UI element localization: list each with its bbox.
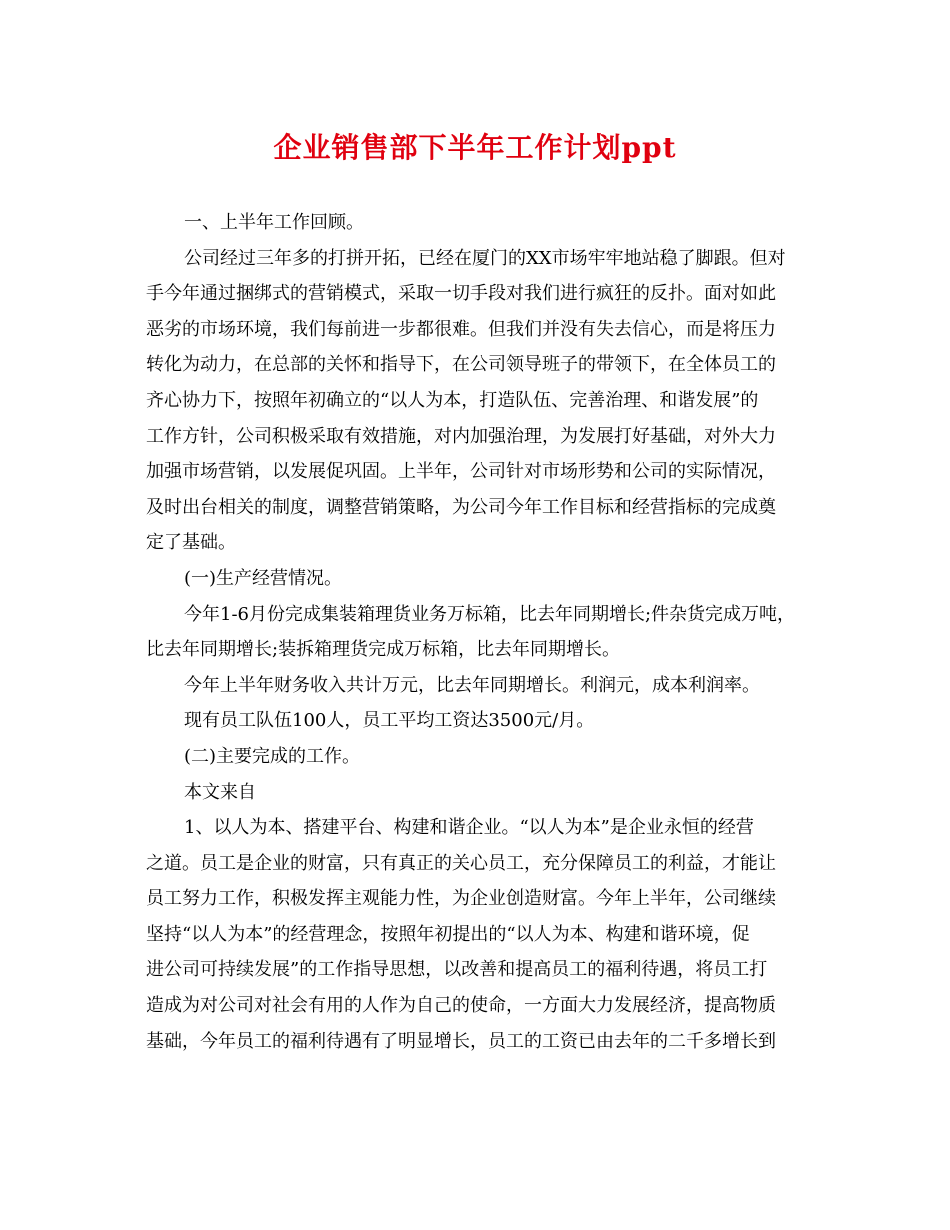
text-line: 坚持“以人为本”的经营理念，按照年初提出的“以人为本、构建和谐环境，促: [146, 923, 750, 945]
text-line: (一)生产经营情况。: [184, 567, 343, 589]
text-line: 现有员工队伍100人，员工平均工资达3500元/月。: [184, 710, 595, 732]
text-line: 本文来自: [184, 781, 256, 803]
text-line: 加强市场营销，以发展促巩固。上半年，公司针对市场形势和公司的实际情况，: [146, 461, 776, 483]
text-line: 及时出台相关的制度，调整营销策略，为公司今年工作目标和经营指标的完成奠: [146, 496, 776, 518]
text-line: 公司经过三年多的打拼开拓，已经在厦门的XX市场牢牢地站稳了脚跟。但对: [184, 247, 786, 269]
text-line: 转化为动力，在总部的关怀和指导下，在公司领导班子的带领下，在全体员工的: [146, 354, 776, 376]
text-line: 今年1-6月份完成集装箱理货业务万标箱，比去年同期增长;件杂货完成万吨，: [184, 603, 796, 625]
text-line: 恶劣的市场环境，我们每前进一步都很难。但我们并没有失去信心，而是将压力: [146, 318, 776, 340]
text-line: 基础，今年员工的福利待遇有了明显增长，员工的工资已由去年的二千多增长到: [146, 1030, 776, 1052]
text-line: 之道。员工是企业的财富，只有真正的关心员工，充分保障员工的利益，才能让: [146, 852, 776, 874]
text-line: 造成为对公司对社会有用的人作为自己的使命，一方面大力发展经济，提高物质: [146, 995, 776, 1017]
text-line: 进公司可持续发展”的工作指导思想，以改善和提高员工的福利待遇，将员工打: [146, 959, 768, 981]
text-line: 齐心协力下，按照年初确立的“以人为本，打造队伍、完善治理、和谐发展”的: [146, 389, 759, 411]
text-line: 定了基础。: [146, 532, 236, 554]
text-line: (二)主要完成的工作。: [184, 745, 361, 767]
document-title: 企业销售部下半年工作计划ppt: [273, 131, 677, 164]
document-body: [146, 205, 826, 1059]
text-line: 员工努力工作，积极发挥主观能力性，为企业创造财富。今年上半年，公司继续: [146, 888, 776, 910]
text-line: 一、上半年工作回顾。: [184, 212, 364, 233]
text-line: 手今年通过捆绑式的营销模式，采取一切手段对我们进行疯狂的反扑。面对如此: [146, 283, 776, 305]
text-line: 比去年同期增长;装拆箱理货完成万标箱，比去年同期增长。: [146, 639, 621, 661]
text-line: 工作方针，公司积极采取有效措施，对内加强治理，为发展打好基础，对外大力: [146, 425, 776, 447]
text-line: 今年上半年财务收入共计万元，比去年同期增长。利润元，成本利润率。: [184, 674, 760, 696]
text-line: 1、以人为本、搭建平台、构建和谐企业。“以人为本”是企业永恒的经营: [184, 817, 754, 839]
